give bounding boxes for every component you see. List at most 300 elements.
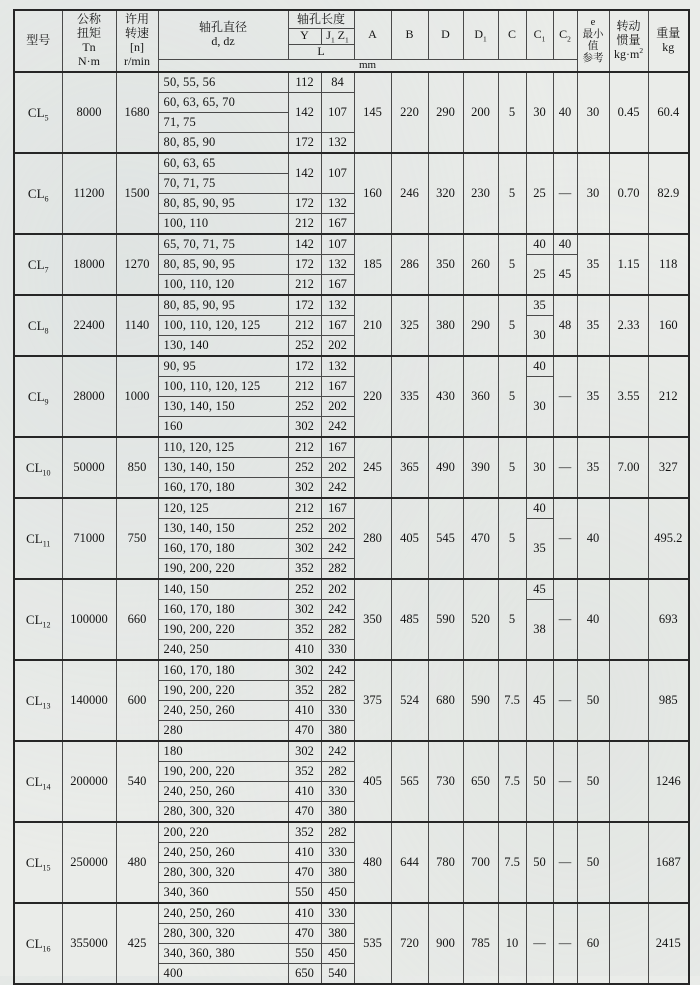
torque-cell: 22400 xyxy=(62,295,116,356)
c1-cell: 40 xyxy=(526,356,553,377)
length-y-cell: 410 xyxy=(288,640,321,661)
speed-cell: 750 xyxy=(116,498,158,579)
bore-diameter-cell: 65, 70, 71, 75 xyxy=(158,234,288,255)
c-cell: 5 xyxy=(498,153,526,234)
col-header-e-min xyxy=(577,10,609,72)
length-y-cell: 550 xyxy=(288,883,321,904)
model-cell: $CL_5$ xyxy=(14,72,62,153)
e-min-cell: 40 xyxy=(577,498,609,579)
length-y-cell: 302 xyxy=(288,660,321,681)
bore-diameter-cell: 400 xyxy=(158,964,288,985)
d-cell: 430 xyxy=(428,356,463,437)
a-cell: 160 xyxy=(354,153,391,234)
weight-cell: 2415 xyxy=(648,903,689,984)
inertia-cell: 2.33 xyxy=(609,295,648,356)
c-cell: 7.5 xyxy=(498,822,526,903)
e-min-cell: 30 xyxy=(577,153,609,234)
speed-cell: 540 xyxy=(116,741,158,822)
length-j1z1-cell: 107 xyxy=(321,153,354,194)
e-label-line2: 值 xyxy=(587,41,599,52)
length-j1z1-cell: 132 xyxy=(321,133,354,154)
bore-diameter-cell: 280 xyxy=(158,721,288,742)
inertia-label-line2: 惯量 xyxy=(616,33,641,48)
bore-diameter-cell: 80, 85, 90, 95 xyxy=(158,255,288,275)
length-y-cell: 212 xyxy=(288,437,321,458)
c-cell: 5 xyxy=(498,234,526,295)
c1-cell: 50 xyxy=(526,822,553,903)
length-y-cell: 302 xyxy=(288,741,321,762)
a-cell: 280 xyxy=(354,498,391,579)
a-cell: 145 xyxy=(354,72,391,153)
c2-cell: — xyxy=(553,437,577,498)
length-y-cell: 650 xyxy=(288,964,321,985)
c2-cell: 48 xyxy=(553,295,577,356)
weight-cell: 1246 xyxy=(648,741,689,822)
torque-cell: 71000 xyxy=(62,498,116,579)
d-cell: 590 xyxy=(428,579,463,660)
length-y-cell: 172 xyxy=(288,295,321,316)
speed-cell: 1680 xyxy=(116,72,158,153)
length-j1z1-cell: 282 xyxy=(321,681,354,701)
bore-diameter-cell: 160 xyxy=(158,417,288,438)
model-cell: $CL_6$ xyxy=(14,153,62,234)
c-cell: 7.5 xyxy=(498,741,526,822)
speed-cell: 480 xyxy=(116,822,158,903)
weight-cell: 495.2 xyxy=(648,498,689,579)
c1-cell: — xyxy=(526,903,553,984)
b-cell: 524 xyxy=(391,660,428,741)
table-row xyxy=(14,356,689,377)
c1-cell: 45 xyxy=(526,579,553,600)
inertia-cell xyxy=(609,660,648,741)
length-y-cell: 212 xyxy=(288,498,321,519)
bore-diameter-cell: 200, 220 xyxy=(158,822,288,843)
speed-cell: 660 xyxy=(116,579,158,660)
length-j1z1-cell: 202 xyxy=(321,579,354,600)
b-cell: 246 xyxy=(391,153,428,234)
length-y-cell: 172 xyxy=(288,194,321,214)
inertia-cell xyxy=(609,741,648,822)
weight-cell: 212 xyxy=(648,356,689,437)
length-y-cell: 252 xyxy=(288,458,321,478)
col-header-c1: $C_1$ xyxy=(526,10,553,59)
table-row xyxy=(14,295,689,316)
d1-cell: 260 xyxy=(463,234,498,295)
d-cell: 490 xyxy=(428,437,463,498)
c1-cell: 38 xyxy=(526,600,553,661)
length-y-cell: 302 xyxy=(288,417,321,438)
length-j1z1-cell: 330 xyxy=(321,843,354,863)
d-cell: 320 xyxy=(428,153,463,234)
bore-diameter-cell: 190, 200, 220 xyxy=(158,620,288,640)
table-row xyxy=(14,72,689,93)
e-min-cell: 35 xyxy=(577,356,609,437)
speed-label-line2: 转速 xyxy=(124,26,149,41)
speed-cell: 850 xyxy=(116,437,158,498)
length-j1z1-cell: 242 xyxy=(321,741,354,762)
bore-diameter-cell: 100, 110, 120 xyxy=(158,275,288,296)
length-y-cell: 252 xyxy=(288,336,321,357)
b-cell: 325 xyxy=(391,295,428,356)
length-j1z1-cell: 167 xyxy=(321,498,354,519)
speed-cell: 1140 xyxy=(116,295,158,356)
c2-cell: — xyxy=(553,356,577,437)
d-cell: 730 xyxy=(428,741,463,822)
e-min-cell: 35 xyxy=(577,295,609,356)
speed-unit: r/min xyxy=(124,53,150,68)
weight-label: 重量 xyxy=(656,26,681,41)
length-j1z1-cell: 330 xyxy=(321,640,354,661)
c2-cell: — xyxy=(553,903,577,984)
c2-cell: — xyxy=(553,741,577,822)
b-cell: 286 xyxy=(391,234,428,295)
d1-cell: 700 xyxy=(463,822,498,903)
length-y-cell: 550 xyxy=(288,944,321,964)
d1-cell: 785 xyxy=(463,903,498,984)
col-header-c2: $C_2$ xyxy=(553,10,577,59)
col-header-model: 型号 xyxy=(14,10,62,72)
inertia-cell: 0.70 xyxy=(609,153,648,234)
a-cell: 220 xyxy=(354,356,391,437)
a-cell: 535 xyxy=(354,903,391,984)
inertia-cell xyxy=(609,903,648,984)
d1-cell: 360 xyxy=(463,356,498,437)
inertia-label-line1: 转动 xyxy=(616,19,641,34)
d1-cell: 520 xyxy=(463,579,498,660)
length-y-cell: 470 xyxy=(288,802,321,823)
inertia-cell xyxy=(609,498,648,579)
torque-unit: N·m xyxy=(78,53,100,68)
bore-diameter-cell: 280, 300, 320 xyxy=(158,924,288,944)
length-j1z1-cell: 450 xyxy=(321,944,354,964)
e-min-cell: 60 xyxy=(577,903,609,984)
c1-cell: 35 xyxy=(526,295,553,316)
bore-diameter-cell: 80, 85, 90, 95 xyxy=(158,194,288,214)
c1-cell: 45 xyxy=(526,660,553,741)
c1-cell: 25 xyxy=(526,153,553,234)
length-y-cell: 252 xyxy=(288,397,321,417)
b-cell: 644 xyxy=(391,822,428,903)
col-header-inertia xyxy=(609,10,648,72)
weight-cell: 985 xyxy=(648,660,689,741)
length-y-cell: 172 xyxy=(288,255,321,275)
bore-diameter-cell: 160, 170, 180 xyxy=(158,600,288,620)
c1-cell: 30 xyxy=(526,437,553,498)
c2-cell: — xyxy=(553,822,577,903)
torque-label-line1: 公称 xyxy=(76,12,101,27)
bore-diameter-cell: 80, 85, 90, 95 xyxy=(158,295,288,316)
model-cell: $CL_{15}$ xyxy=(14,822,62,903)
speed-label-line1: 许用 xyxy=(124,12,149,27)
model-cell: $CL_{11}$ xyxy=(14,498,62,579)
e-min-cell: 35 xyxy=(577,234,609,295)
length-y-cell: 470 xyxy=(288,924,321,944)
c1-cell: 30 xyxy=(526,316,553,357)
table-row xyxy=(14,153,689,174)
weight-cell: 118 xyxy=(648,234,689,295)
length-j1z1-cell: 282 xyxy=(321,559,354,580)
bore-diameter-cell: 110, 120, 125 xyxy=(158,437,288,458)
bore-diameter-cell: 80, 85, 90 xyxy=(158,133,288,154)
length-y-cell: 302 xyxy=(288,478,321,499)
bore-dia-symbol: d, dz xyxy=(211,33,235,48)
bore-diameter-cell: 130, 140 xyxy=(158,336,288,357)
bore-diameter-cell: 130, 140, 150 xyxy=(158,458,288,478)
length-y-cell: 142 xyxy=(288,93,321,133)
bore-diameter-cell: 160, 170, 180 xyxy=(158,660,288,681)
col-header-b: B xyxy=(391,10,428,59)
c2-cell: 40 xyxy=(553,234,577,255)
length-j1z1-cell: 84 xyxy=(321,72,354,93)
c-cell: 10 xyxy=(498,903,526,984)
torque-label-line2: 扭矩 xyxy=(76,26,101,41)
length-y-cell: 470 xyxy=(288,863,321,883)
table-row xyxy=(14,822,689,843)
bore-diameter-cell: 130, 140, 150 xyxy=(158,519,288,539)
bore-diameter-cell: 340, 360 xyxy=(158,883,288,904)
model-cell: $CL_{14}$ xyxy=(14,741,62,822)
e-symbol: e xyxy=(590,16,596,28)
e-min-cell: 50 xyxy=(577,660,609,741)
model-cell: $CL_8$ xyxy=(14,295,62,356)
b-cell: 565 xyxy=(391,741,428,822)
length-y-cell: 172 xyxy=(288,133,321,154)
e-min-cell: 30 xyxy=(577,72,609,153)
d1-cell: 290 xyxy=(463,295,498,356)
torque-cell: 355000 xyxy=(62,903,116,984)
weight-cell: 693 xyxy=(648,579,689,660)
bore-diameter-cell: 240, 250, 260 xyxy=(158,843,288,863)
c1-cell: 50 xyxy=(526,741,553,822)
bore-diameter-cell: 100, 110, 120, 125 xyxy=(158,377,288,397)
length-y-cell: 212 xyxy=(288,316,321,336)
c-cell: 5 xyxy=(498,579,526,660)
length-y-cell: 252 xyxy=(288,579,321,600)
bore-dia-label: 轴孔直径 xyxy=(198,19,247,34)
length-j1z1-cell: 167 xyxy=(321,275,354,296)
torque-cell: 50000 xyxy=(62,437,116,498)
length-j1z1-cell: 167 xyxy=(321,214,354,235)
torque-cell: 250000 xyxy=(62,822,116,903)
length-y-cell: 410 xyxy=(288,903,321,924)
length-j1z1-cell: 167 xyxy=(321,377,354,397)
length-j1z1-cell: 167 xyxy=(321,437,354,458)
c-cell: 5 xyxy=(498,295,526,356)
torque-cell: 8000 xyxy=(62,72,116,153)
inertia-cell xyxy=(609,822,648,903)
weight-cell: 82.9 xyxy=(648,153,689,234)
length-j1z1-cell: 282 xyxy=(321,620,354,640)
bore-diameter-cell: 240, 250, 260 xyxy=(158,903,288,924)
length-y-cell: 212 xyxy=(288,275,321,296)
bore-diameter-cell: 160, 170, 180 xyxy=(158,539,288,559)
torque-cell: 200000 xyxy=(62,741,116,822)
table-row xyxy=(14,903,689,924)
bore-diameter-cell: 180 xyxy=(158,741,288,762)
bore-diameter-cell: 240, 250 xyxy=(158,640,288,661)
table-row xyxy=(14,437,689,458)
c-cell: 7.5 xyxy=(498,660,526,741)
col-header-len-l: L xyxy=(288,44,354,59)
a-cell: 245 xyxy=(354,437,391,498)
bore-diameter-cell: 120, 125 xyxy=(158,498,288,519)
length-j1z1-cell: 450 xyxy=(321,883,354,904)
unit-row-mm: mm xyxy=(158,59,577,72)
c-cell: 5 xyxy=(498,498,526,579)
length-y-cell: 302 xyxy=(288,539,321,559)
model-cell: $CL_{12}$ xyxy=(14,579,62,660)
bore-diameter-cell: 280, 300, 320 xyxy=(158,863,288,883)
table-row xyxy=(14,660,689,681)
table-row xyxy=(14,579,689,600)
a-cell: 405 xyxy=(354,741,391,822)
length-j1z1-cell: 132 xyxy=(321,194,354,214)
c2-cell: — xyxy=(553,153,577,234)
length-y-cell: 470 xyxy=(288,721,321,742)
c1-cell: 35 xyxy=(526,519,553,580)
d-cell: 780 xyxy=(428,822,463,903)
length-j1z1-cell: 330 xyxy=(321,701,354,721)
col-header-torque xyxy=(62,10,116,72)
speed-cell: 1000 xyxy=(116,356,158,437)
c2-cell: — xyxy=(553,579,577,660)
model-cell: $CL_{13}$ xyxy=(14,660,62,741)
torque-cell: 100000 xyxy=(62,579,116,660)
col-header-len-j1z1: $J_1$ $Z_1$ xyxy=(321,28,354,44)
bore-diameter-cell: 130, 140, 150 xyxy=(158,397,288,417)
length-j1z1-cell: 380 xyxy=(321,924,354,944)
col-header-c: C xyxy=(498,10,526,59)
inertia-cell: 7.00 xyxy=(609,437,648,498)
weight-cell: 327 xyxy=(648,437,689,498)
length-j1z1-cell: 380 xyxy=(321,863,354,883)
table-body xyxy=(14,72,689,984)
length-y-cell: 352 xyxy=(288,681,321,701)
length-j1z1-cell: 202 xyxy=(321,397,354,417)
bore-diameter-cell: 190, 200, 220 xyxy=(158,762,288,782)
e-min-cell: 50 xyxy=(577,741,609,822)
length-j1z1-cell: 282 xyxy=(321,762,354,782)
col-header-d1: $D_1$ xyxy=(463,10,498,59)
inertia-cell: 1.15 xyxy=(609,234,648,295)
d1-cell: 390 xyxy=(463,437,498,498)
length-y-cell: 352 xyxy=(288,822,321,843)
c2-cell: 40 xyxy=(553,72,577,153)
col-header-weight xyxy=(648,10,689,72)
length-j1z1-cell: 167 xyxy=(321,316,354,336)
d1-cell: 470 xyxy=(463,498,498,579)
c1-cell: 40 xyxy=(526,498,553,519)
bore-diameter-cell: 160, 170, 180 xyxy=(158,478,288,499)
d-cell: 680 xyxy=(428,660,463,741)
model-cell: $CL_{10}$ xyxy=(14,437,62,498)
e-label-line1: 最小 xyxy=(582,28,604,40)
a-cell: 185 xyxy=(354,234,391,295)
length-j1z1-cell: 242 xyxy=(321,417,354,438)
torque-cell: 28000 xyxy=(62,356,116,437)
c1-cell: 30 xyxy=(526,72,553,153)
length-y-cell: 142 xyxy=(288,234,321,255)
col-header-bore-diameter xyxy=(158,10,288,59)
bore-diameter-cell: 70, 71, 75 xyxy=(158,174,288,194)
weight-cell: 160 xyxy=(648,295,689,356)
a-cell: 375 xyxy=(354,660,391,741)
length-j1z1-cell: 132 xyxy=(321,295,354,316)
length-j1z1-cell: 202 xyxy=(321,336,354,357)
length-j1z1-cell: 132 xyxy=(321,356,354,377)
b-cell: 405 xyxy=(391,498,428,579)
speed-symbol: [n] xyxy=(130,40,144,54)
torque-symbol: Tn xyxy=(82,40,96,54)
c1-cell: 30 xyxy=(526,377,553,438)
length-j1z1-cell: 540 xyxy=(321,964,354,985)
length-y-cell: 410 xyxy=(288,782,321,802)
length-y-cell: 172 xyxy=(288,356,321,377)
b-cell: 220 xyxy=(391,72,428,153)
length-j1z1-cell: 380 xyxy=(321,802,354,823)
c2-cell: 45 xyxy=(553,255,577,296)
table-row xyxy=(14,741,689,762)
a-cell: 480 xyxy=(354,822,391,903)
table-row xyxy=(14,498,689,519)
d-cell: 290 xyxy=(428,72,463,153)
length-j1z1-cell: 242 xyxy=(321,539,354,559)
bore-diameter-cell: 90, 95 xyxy=(158,356,288,377)
length-y-cell: 352 xyxy=(288,762,321,782)
col-header-d: D xyxy=(428,10,463,59)
d1-cell: 230 xyxy=(463,153,498,234)
d-cell: 545 xyxy=(428,498,463,579)
bore-diameter-cell: 71, 75 xyxy=(158,113,288,133)
length-y-cell: 212 xyxy=(288,377,321,397)
length-j1z1-cell: 107 xyxy=(321,93,354,133)
length-j1z1-cell: 202 xyxy=(321,458,354,478)
length-j1z1-cell: 107 xyxy=(321,234,354,255)
table-row xyxy=(14,234,689,255)
bore-diameter-cell: 60, 63, 65, 70 xyxy=(158,93,288,113)
model-cell: $CL_9$ xyxy=(14,356,62,437)
inertia-cell: 3.55 xyxy=(609,356,648,437)
length-y-cell: 352 xyxy=(288,559,321,580)
speed-cell: 1270 xyxy=(116,234,158,295)
d-cell: 900 xyxy=(428,903,463,984)
length-y-cell: 410 xyxy=(288,701,321,721)
length-y-cell: 112 xyxy=(288,72,321,93)
table-header xyxy=(14,10,689,72)
a-cell: 350 xyxy=(354,579,391,660)
e-label-line3: 参考 xyxy=(582,53,604,65)
speed-cell: 425 xyxy=(116,903,158,984)
d1-cell: 200 xyxy=(463,72,498,153)
length-j1z1-cell: 242 xyxy=(321,600,354,620)
length-y-cell: 252 xyxy=(288,519,321,539)
length-j1z1-cell: 380 xyxy=(321,721,354,742)
length-y-cell: 352 xyxy=(288,620,321,640)
coupling-spec-table xyxy=(13,9,690,985)
col-header-a: A xyxy=(354,10,391,59)
length-j1z1-cell: 330 xyxy=(321,903,354,924)
d-cell: 380 xyxy=(428,295,463,356)
length-y-cell: 212 xyxy=(288,214,321,235)
b-cell: 365 xyxy=(391,437,428,498)
torque-cell: 140000 xyxy=(62,660,116,741)
col-header-bore-length: 轴孔长度 xyxy=(288,10,354,28)
d1-cell: 590 xyxy=(463,660,498,741)
col-header-len-y: Y xyxy=(288,28,321,44)
c1-cell: 40 xyxy=(526,234,553,255)
model-cell: $CL_7$ xyxy=(14,234,62,295)
c2-cell: — xyxy=(553,660,577,741)
